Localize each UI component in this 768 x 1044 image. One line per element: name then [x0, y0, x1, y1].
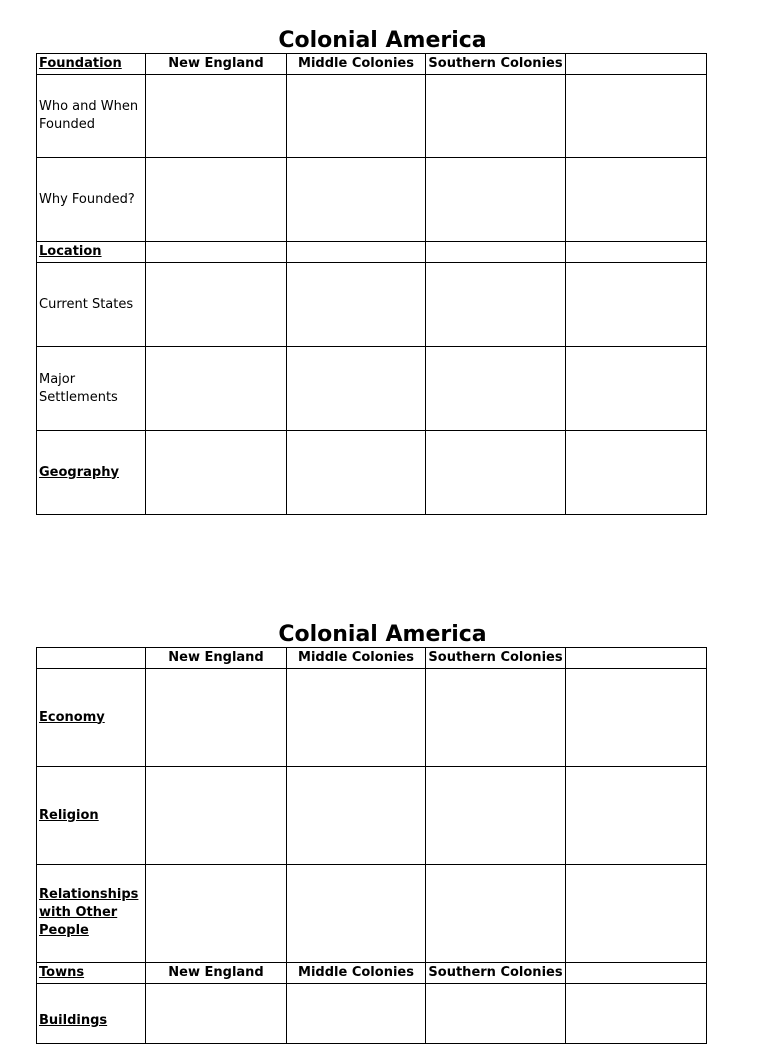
towns-heading: Towns: [37, 963, 146, 984]
column-header-southern-colonies: Southern Colonies: [426, 648, 566, 669]
table-cell[interactable]: [566, 865, 707, 963]
society-table: [36, 647, 707, 1044]
page-title: Colonial America: [278, 28, 487, 53]
column-header-new-england: New England: [146, 54, 287, 75]
table-cell[interactable]: [426, 984, 566, 1044]
column-header-extra: [566, 648, 707, 669]
table-cell[interactable]: [287, 263, 426, 347]
table-cell[interactable]: [426, 158, 566, 242]
table-cell[interactable]: [566, 347, 707, 431]
table-cell[interactable]: [146, 347, 287, 431]
table-cell[interactable]: [566, 158, 707, 242]
table-cell[interactable]: [566, 431, 707, 515]
table-cell[interactable]: [146, 242, 287, 263]
table-cell[interactable]: [566, 669, 707, 767]
table-cell[interactable]: [146, 669, 287, 767]
relationships-heading: Relationships with Other People: [37, 865, 146, 963]
table-cell[interactable]: [566, 963, 707, 984]
row-label-major-settlements: Major Settlements: [37, 347, 146, 431]
table-cell[interactable]: [146, 767, 287, 865]
table-cell[interactable]: [426, 431, 566, 515]
column-header-new-england: New England: [146, 648, 287, 669]
table-cell[interactable]: [287, 347, 426, 431]
page-title-2: Colonial America: [278, 622, 487, 647]
column-header-blank: [37, 648, 146, 669]
table-cell[interactable]: [287, 158, 426, 242]
foundation-table: [36, 53, 707, 515]
table-cell[interactable]: [146, 75, 287, 158]
geography-heading: Geography: [37, 431, 146, 515]
table-cell[interactable]: [426, 75, 566, 158]
table-cell[interactable]: [287, 767, 426, 865]
table-cell[interactable]: [566, 263, 707, 347]
table-cell[interactable]: [566, 767, 707, 865]
economy-heading: Economy: [37, 669, 146, 767]
column-header-southern-colonies: Southern Colonies: [426, 54, 566, 75]
table-cell[interactable]: [146, 984, 287, 1044]
table-cell[interactable]: [426, 865, 566, 963]
column-header-extra: [566, 54, 707, 75]
table-cell[interactable]: [287, 242, 426, 263]
row-label-why-founded: Why Founded?: [37, 158, 146, 242]
towns-column-southern-colonies: Southern Colonies: [426, 963, 566, 984]
table-cell[interactable]: [426, 263, 566, 347]
foundation-heading: Foundation: [37, 54, 146, 75]
column-header-middle-colonies: Middle Colonies: [287, 648, 426, 669]
table-cell[interactable]: [146, 263, 287, 347]
table-cell[interactable]: [566, 75, 707, 158]
row-label-current-states: Current States: [37, 263, 146, 347]
column-header-middle-colonies: Middle Colonies: [287, 54, 426, 75]
table-cell[interactable]: [146, 431, 287, 515]
table-cell[interactable]: [287, 75, 426, 158]
towns-column-middle-colonies: Middle Colonies: [287, 963, 426, 984]
religion-heading: Religion: [37, 767, 146, 865]
table-cell[interactable]: [287, 865, 426, 963]
towns-column-new-england: New England: [146, 963, 287, 984]
table-cell[interactable]: [287, 669, 426, 767]
table-cell[interactable]: [426, 767, 566, 865]
row-label-who-when: Who and When Founded: [37, 75, 146, 158]
table-cell[interactable]: [566, 242, 707, 263]
location-heading: Location: [37, 242, 146, 263]
table-cell[interactable]: [566, 984, 707, 1044]
table-cell[interactable]: [146, 158, 287, 242]
table-cell[interactable]: [426, 242, 566, 263]
table-cell[interactable]: [146, 865, 287, 963]
table-cell[interactable]: [287, 431, 426, 515]
table-cell[interactable]: [287, 984, 426, 1044]
table-cell[interactable]: [426, 347, 566, 431]
table-cell[interactable]: [426, 669, 566, 767]
buildings-row-label: Buildings: [37, 984, 146, 1044]
